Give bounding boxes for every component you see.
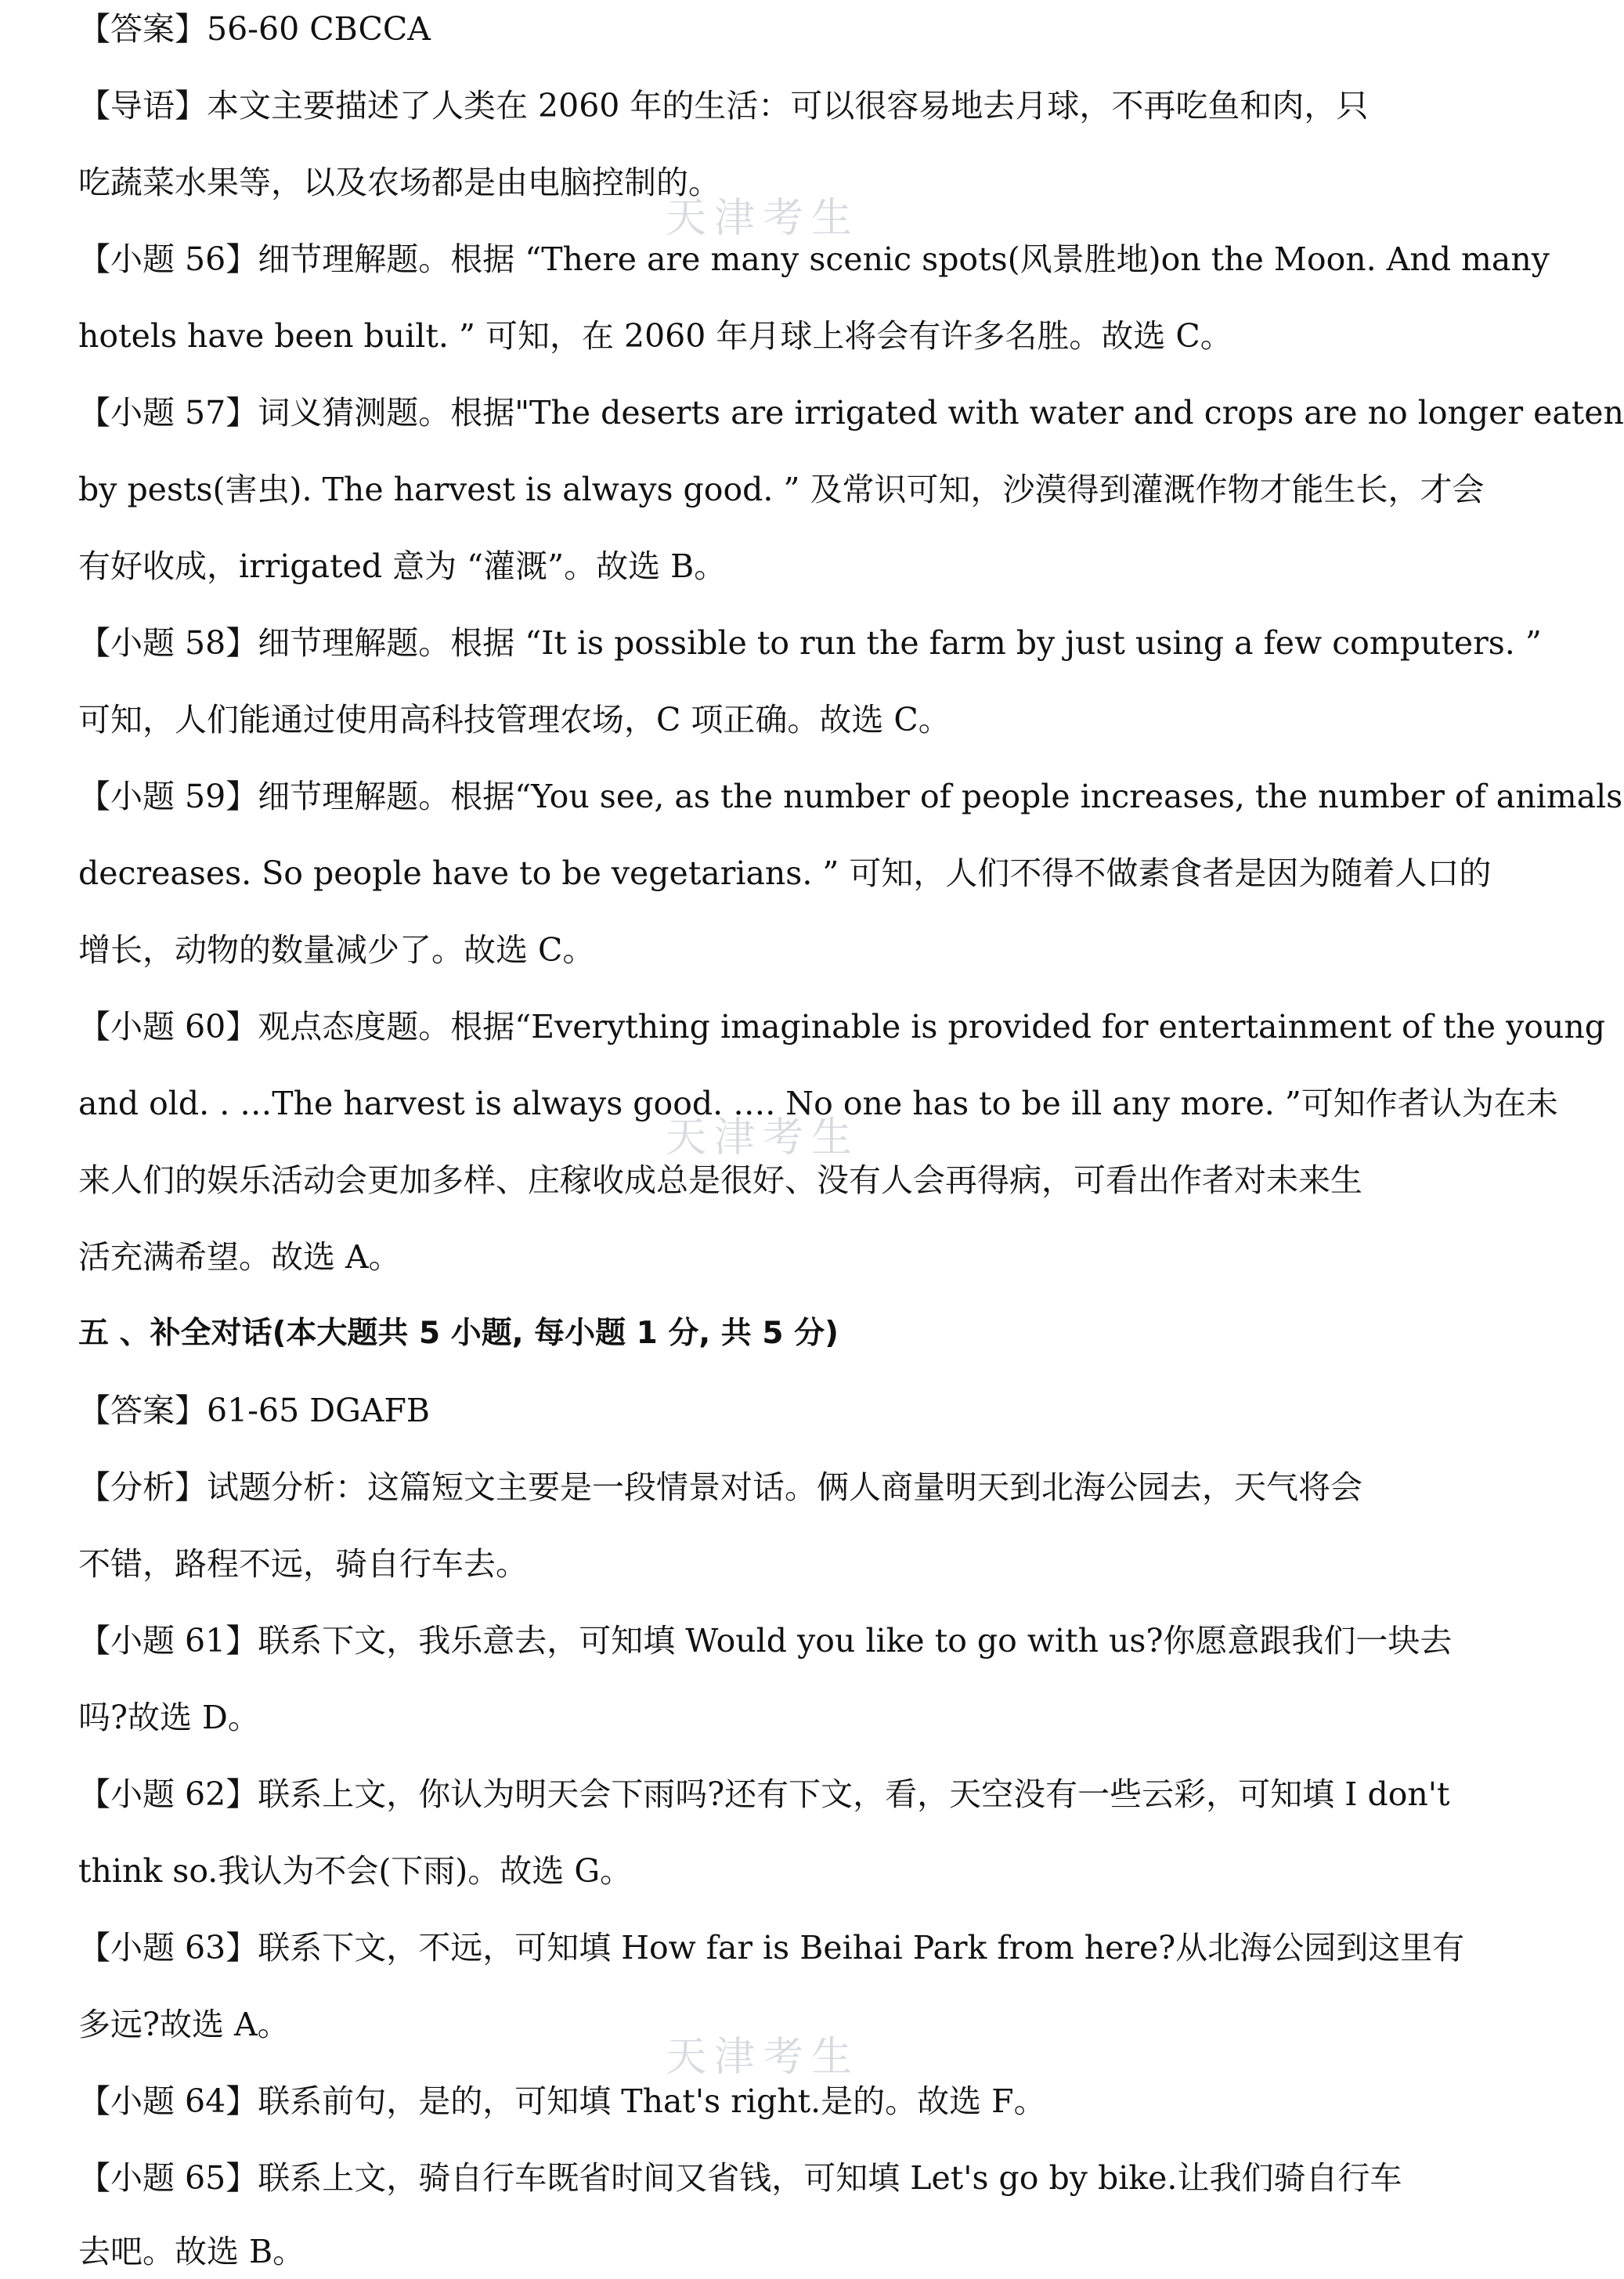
analysis-line-2: 不错，路程不远，骑自行车去。 [78,1545,528,1583]
watermark-1: 天津考生 [666,195,861,242]
q57-line-3: 有好收成，irrigated 意为 “灌溉”。故选 B。 [78,547,727,585]
q59-line-2: decreases. So people have to be vegetarians. ” 可知，人们不得不做素食者是因为随着人口的 [78,854,1492,892]
q58-line-1: 【小题 58】细节理解题。根据 “It is possible to run the farm by just using a few computers. ” [78,624,1542,662]
q59-line-1: 【小题 59】细节理解题。根据“You see, as the number of people increases, the number of animals [78,778,1623,815]
q60-line-4: 活充满希望。故选 A。 [78,1238,401,1276]
q63-line-2: 多远?故选 A。 [78,2006,290,2043]
q64-line-1: 【小题 64】联系前句，是的，可知填 That's right.是的。故选 F。 [78,2082,1046,2120]
q60-line-2: and old. . …The harvest is always good. …. No one has to be ill any more. ”可知作者认为在未 [78,1085,1558,1122]
q65-line-2: 去吧。故选 B。 [78,2233,305,2270]
q59-line-3: 增长，动物的数量减少了。故选 C。 [78,931,595,969]
q61-line-2: 吗?故选 D。 [78,1699,260,1736]
q60-line-1: 【小题 60】观点态度题。根据“Everything imaginable is provided for entertainment of the young [78,1008,1606,1046]
q61-line-1: 【小题 61】联系下文，我乐意去，可知填 Would you like to go with us?你愿意跟我们一块去 [78,1622,1453,1660]
intro-line-1: 【导语】本文主要描述了人类在 2060 年的生活：可以很容易地去月球，不再吃鱼和肉，只 [78,87,1369,125]
section-five-heading: 五 、补全对话(本大题共 5 小题, 每小题 1 分, 共 5 分) [78,1316,839,1351]
q57-line-1: 【小题 57】词义猜测题。根据"The deserts are irrigated with water and crops are no longer eaten [78,394,1624,432]
q57-line-2: by pests(害虫). The harvest is always good. ” 及常识可知，沙漠得到灌溉作物才能生长，才会 [78,471,1485,508]
q58-line-2: 可知，人们能通过使用高科技管理农场，C 项正确。故选 C。 [78,701,951,739]
analysis-line-1: 【分析】试题分析：这篇短文主要是一段情景对话。俩人商量明天到北海公园去，天气将会 [78,1468,1362,1506]
q60-line-3: 来人们的娱乐活动会更加多样、庄稼收成总是很好、没有人会再得病，可看出作者对未来生 [78,1161,1362,1199]
watermark-2: 天津考生 [666,1114,861,1161]
intro-line-2: 吃蔬菜水果等，以及农场都是由电脑控制的。 [78,164,720,201]
q56-line-1: 【小题 56】细节理解题。根据 “There are many scenic spots(风景胜地)on the Moon. And many [78,240,1550,278]
q62-line-2: think so.我认为不会(下雨)。故选 G。 [78,1852,633,1890]
q63-line-1: 【小题 63】联系下文，不远，可知填 How far is Beihai Park from here?从北海公园到这里有 [78,1929,1465,1967]
q56-line-2: hotels have been built. ” 可知，在 2060 年月球上将会有许多名胜。故选 C。 [78,317,1232,355]
answer-61-65: 【答案】61-65 DGAFB [78,1392,431,1429]
watermark-3: 天津考生 [666,2034,861,2081]
answer-56-60: 【答案】56-60 CBCCA [78,10,431,48]
q62-line-1: 【小题 62】联系上文，你认为明天会下雨吗?还有下文，看，天空没有一些云彩，可知填 I don't [78,1775,1450,1813]
q65-line-1: 【小题 65】联系上文，骑自行车既省时间又省钱，可知填 Let's go by bike.让我们骑自行车 [78,2159,1402,2197]
